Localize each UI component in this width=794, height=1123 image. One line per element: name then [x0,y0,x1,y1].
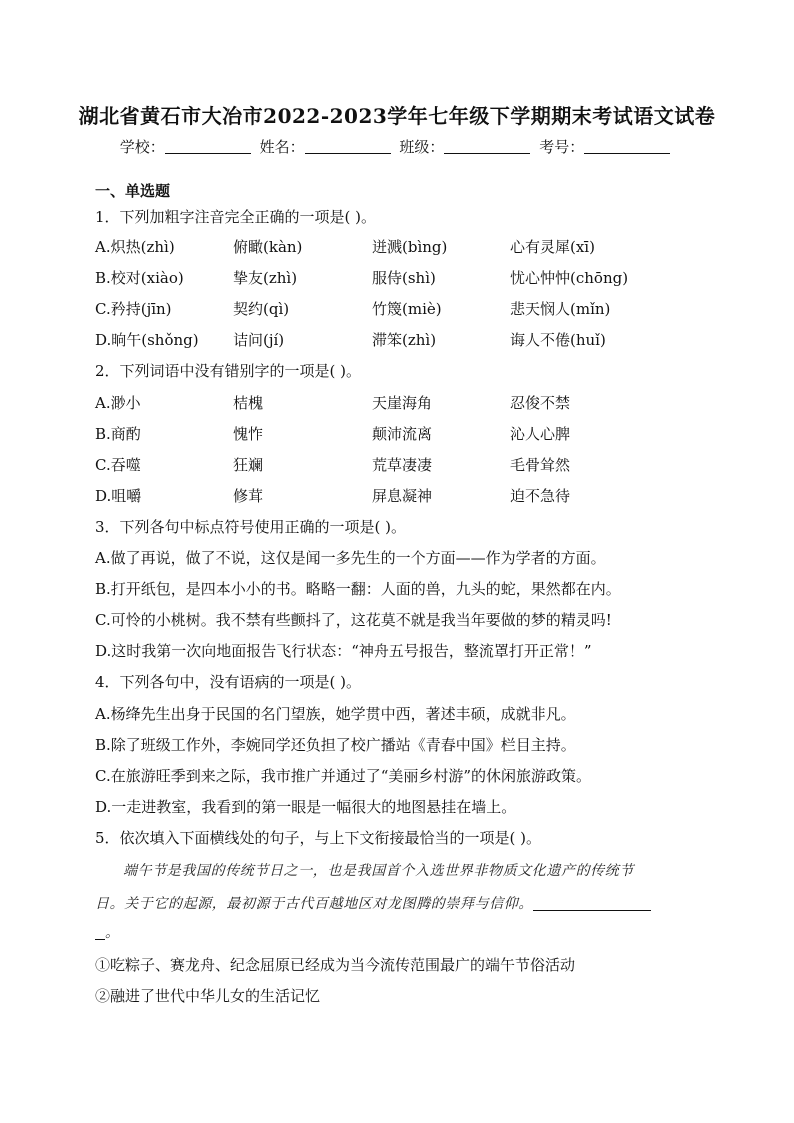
q5-passage-line-2 [95,893,700,913]
q2-b-1: B.商酌 [95,425,141,443]
class-blank[interactable] [444,139,530,154]
name-blank[interactable] [305,139,391,154]
class-label: 班级： [399,138,445,156]
q1-d-3: 滞笨(zhì) [372,331,437,349]
q1-stem: 1．下列加粗字注音完全正确的一项是( )。 [95,208,377,226]
q1-option-d [95,329,715,351]
q3-stem: 3．下列各句中标点符号使用正确的一项是( )。 [95,518,407,536]
q2-c-3: 荒草凄凄 [372,456,433,474]
name-label: 姓名： [259,138,305,156]
q2-option-b [95,423,715,445]
q2-d-2: 修茸 [233,487,264,505]
section-heading: 一、单选题 [95,182,171,200]
q5-passage-line-1: 端午节是我国的传统节日之一，也是我国首个入选世界非物质文化遗产的传统节 [123,863,634,879]
q1-b-1: B.校对(xiào) [95,269,184,287]
q2-d-3: 屏息凝神 [372,487,433,505]
q5-passage-period: 。 [105,925,120,941]
number-blank[interactable] [584,139,670,154]
q1-c-3: 竹篾(miè) [372,300,442,318]
q1-a-3: 迸溅(bìng) [372,238,448,256]
q4-stem: 4．下列各句中，没有语病的一项是( )。 [95,673,362,691]
q1-c-1: C.矜持(jīn) [95,300,172,318]
number-label: 考号： [539,138,585,156]
q1-b-4: 忧心忡忡(chōng) [510,269,629,287]
q2-a-2: 桔槐 [233,394,264,412]
q2-option-d [95,485,715,507]
q3-option-b: B.打开纸包，是四本小小的书。略略一翻：人面的兽，九头的蛇，果然都在内。 [95,580,621,598]
school-blank[interactable] [165,139,251,154]
q3-option-c: C.可怜的小桃树。我不禁有些颤抖了，这花莫不就是我当年要做的梦的精灵吗! [95,611,612,629]
school-label: 学校： [119,138,165,156]
q5-passage-end [95,922,700,942]
q2-b-4: 沁人心脾 [510,425,571,443]
q1-b-2: 挚友(zhì) [233,269,298,287]
q1-option-a [95,236,715,258]
q3-option-d: D.这时我第一次向地面报告飞行状态：“神舟五号报告，整流罩打开正常！” [95,642,592,660]
q2-c-4: 毛骨耸然 [510,456,571,474]
q2-a-3: 天崖海角 [372,394,433,412]
q1-b-3: 服侍(shì) [372,269,436,287]
q2-a-4: 忍俊不禁 [510,394,571,412]
q5-stem: 5．依次填入下面横线处的句子，与上下文衔接最恰当的一项是( )。 [95,829,542,847]
q2-c-2: 狂斓 [233,456,264,474]
q4-option-b: B.除了班级工作外，李婉同学还负担了校广播站《青春中国》栏目主持。 [95,736,576,754]
q1-a-4: 心有灵犀(xī) [510,238,595,256]
q2-option-c [95,454,715,476]
q2-option-a [95,392,715,414]
q2-b-3: 颠沛流离 [372,425,433,443]
q1-a-1: A.炽热(zhì) [95,238,175,256]
page-title: 湖北省黄石市大冶市2022-2023学年七年级下学期期末考试语文试卷 [78,104,716,128]
q2-d-1: D.咀嚼 [95,487,142,505]
q4-option-a: A.杨绛先生出身于民国的名门望族，她学贯中西，著述丰硕，成就非凡。 [95,705,576,723]
q5-answer-blank-cont [95,925,105,940]
q5-item-1: ①吃粽子、赛龙舟、纪念屈原已经成为当今流传范围最广的端午节俗活动 [95,956,576,974]
q1-c-2: 契约(qì) [233,300,290,318]
q1-option-c [95,298,715,320]
q1-a-2: 俯瞰(kàn) [233,238,303,256]
q1-d-1: D.晌午(shǒng) [95,331,199,349]
student-info-line [0,136,794,157]
q2-b-2: 愧怍 [233,425,264,443]
q2-stem: 2．下列词语中没有错别字的一项是( )。 [95,362,362,380]
q2-d-4: 迫不急待 [510,487,571,505]
q5-passage-text: 日。关于它的起源，最初源于古代百越地区对龙图腾的崇拜与信仰。 [95,896,533,912]
q5-item-2: ②融进了世代中华儿女的生活记忆 [95,987,321,1005]
q1-option-b [95,267,715,289]
q4-option-d: D.一走进教室，我看到的第一眼是一幅很大的地图悬挂在墙上。 [95,798,517,816]
q1-d-2: 诘问(jí) [233,331,285,349]
q3-option-a: A.做了再说，做了不说，这仅是闻一多先生的一个方面——作为学者的方面。 [95,549,606,567]
q2-c-1: C.吞噬 [95,456,141,474]
q1-c-4: 悲天悯人(mǐn) [510,300,611,318]
q5-answer-blank[interactable] [533,896,651,911]
q1-d-4: 诲人不倦(huǐ) [510,331,606,349]
q4-option-c: C.在旅游旺季到来之际，我市推广并通过了“美丽乡村游”的休闲旅游政策。 [95,767,592,785]
q2-a-1: A.渺小 [95,394,141,412]
